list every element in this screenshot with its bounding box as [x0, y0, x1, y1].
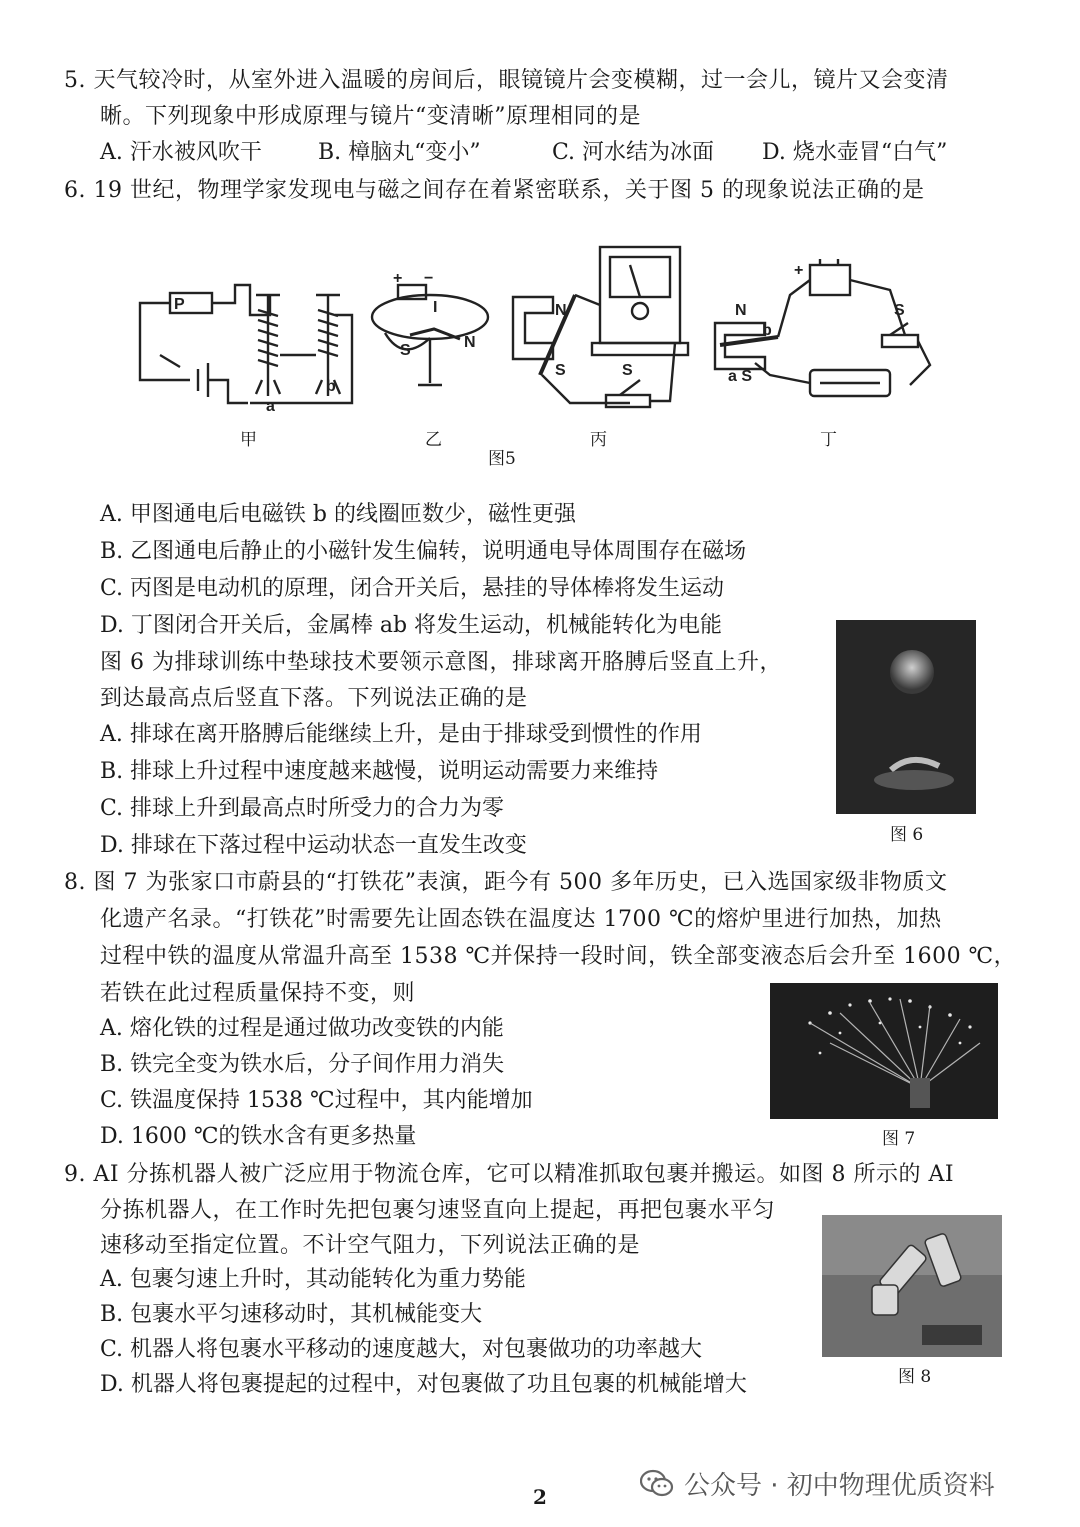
q8-stem-line3: 过程中铁的温度从常温升高至 1538 ℃并保持一段时间，铁全部变液态后会升至 1600 ℃，	[100, 944, 1017, 969]
figure-7-photo	[770, 983, 998, 1119]
q9-option-b: B. 包裹水平匀速移动时，其机械能变大	[100, 1302, 483, 1327]
fig5-mark-s2: S	[555, 362, 566, 379]
fig5-mark-n2: N	[555, 302, 567, 319]
q7-option-c: C. 排球上升到最高点时所受力的合力为零	[100, 796, 505, 821]
q5-option-d: D. 烧水壶冒“白气”	[762, 140, 948, 165]
fig5-label-bing: 丙	[590, 430, 607, 450]
q6-option-d: D. 丁图闭合开关后，金属棒 ab 将发生运动，机械能转化为电能	[100, 613, 723, 638]
q8-option-a: A. 熔化铁的过程是通过做功改变铁的内能	[100, 1016, 504, 1041]
fig5-mark-b: b	[326, 378, 336, 395]
q7-option-a: A. 排球在离开胳膊后能继续上升，是由于排球受到惯性的作用	[100, 722, 702, 747]
q6-option-c: C. 丙图是电动机的原理，闭合开关后，悬挂的导体棒将发生运动	[100, 576, 725, 601]
fig5-caption: 图5	[488, 449, 516, 469]
fig5-mark-current: I	[433, 299, 438, 316]
fig7-caption: 图 7	[882, 1129, 916, 1149]
fig5-mark-s1: S	[400, 342, 411, 359]
q8-stem-line2: 化遗产名录。“打铁花”时需要先让固态铁在温度达 1700 ℃的熔炉里进行加热，加热	[100, 907, 942, 932]
watermark-text: 公众号 · 初中物理优质资料	[684, 1471, 995, 1501]
figure-8-photo	[822, 1215, 1002, 1357]
q5-stem-line2: 晰。下列现象中形成原理与镜片“变清晰”原理相同的是	[100, 104, 641, 129]
fig5-mark-plus2: +	[794, 262, 804, 279]
fig5-mark-a: a	[266, 398, 275, 415]
fig5-label-jia: 甲	[240, 430, 257, 450]
q8-option-d: D. 1600 ℃的铁水含有更多热量	[100, 1124, 417, 1149]
q6-stem-line1: 6. 19 世纪，物理学家发现电与磁之间存在着紧密联系，关于图 5 的现象说法正确的是	[64, 178, 925, 203]
fig8-caption: 图 8	[898, 1367, 932, 1387]
q5-option-b: B. 樟脑丸“变小”	[318, 140, 481, 165]
q9-option-a: A. 包裹匀速上升时，其动能转化为重力势能	[100, 1267, 526, 1292]
q9-option-c: C. 机器人将包裹水平移动的速度越大，对包裹做功的功率越大	[100, 1337, 703, 1362]
fig5-mark-b2: b	[762, 322, 772, 339]
fig5-label-yi: 乙	[425, 430, 442, 450]
fig5-mark-p: P	[174, 296, 185, 313]
q9-stem-line1: 9. AI 分拣机器人被广泛应用于物流仓库，它可以精准抓取包裹并搬运。如图 8 所示的 AI	[64, 1162, 955, 1187]
q5-stem-line1: 5. 天气较冷时，从室外进入温暖的房间后，眼镜镜片会变模糊，过一会儿，镜片又会变清	[64, 68, 949, 93]
q5-option-a: A. 汗水被风吹干	[100, 140, 262, 165]
fig5-mark-n1: N	[464, 334, 476, 351]
page-number: 2	[533, 1485, 547, 1509]
q9-stem-line2: 分拣机器人，在工作时先把包裹匀速竖直向上提起，再把包裹水平匀	[100, 1198, 776, 1223]
q7-stem-line2: 到达最高点后竖直下落。下列说法正确的是	[100, 686, 528, 711]
q9-stem-line3: 速移动至指定位置。不计空气阻力，下列说法正确的是	[100, 1233, 641, 1258]
q8-stem-line4: 若铁在此过程质量保持不变，则	[100, 981, 416, 1006]
q7-stem-line1: 图 6 为排球训练中垫球技术要领示意图，排球离开胳膊后竖直上升，	[100, 650, 782, 675]
q7-option-d: D. 排球在下落过程中运动状态一直发生改变	[100, 833, 527, 858]
fig5-mark-n3: N	[735, 302, 747, 319]
q7-option-b: B. 排球上升过程中速度越来越慢，说明运动需要力来维持	[100, 759, 659, 784]
fig5-label-ding: 丁	[820, 430, 837, 450]
q6-option-b: B. 乙图通电后静止的小磁针发生偏转，说明通电导体周围存在磁场	[100, 539, 747, 564]
q8-option-b: B. 铁完全变为铁水后，分子间作用力消失	[100, 1052, 505, 1077]
fig5-mark-as: a S	[728, 368, 753, 385]
q5-option-c: C. 河水结为冰面	[552, 140, 715, 165]
wechat-icon	[640, 1469, 674, 1499]
fig5-mark-s3: S	[622, 362, 633, 379]
q8-stem-line1: 8. 图 7 为张家口市蔚县的“打铁花”表演，距今有 500 多年历史，已入选国家级非物质文	[64, 870, 948, 895]
fig5-mark-minus: −	[424, 270, 434, 287]
q9-option-d: D. 机器人将包裹提起的过程中，对包裹做了功且包裹的机械能增大	[100, 1372, 747, 1397]
watermark	[640, 1465, 995, 1502]
figure-6-photo	[836, 620, 976, 814]
fig5-mark-plus: +	[393, 270, 403, 287]
q8-option-c: C. 铁温度保持 1538 ℃过程中，其内能增加	[100, 1088, 533, 1113]
fig6-caption: 图 6	[890, 825, 924, 845]
q6-option-a: A. 甲图通电后电磁铁 b 的线圈匝数少，磁性更强	[100, 502, 576, 527]
fig5-mark-s4: S	[894, 302, 905, 319]
